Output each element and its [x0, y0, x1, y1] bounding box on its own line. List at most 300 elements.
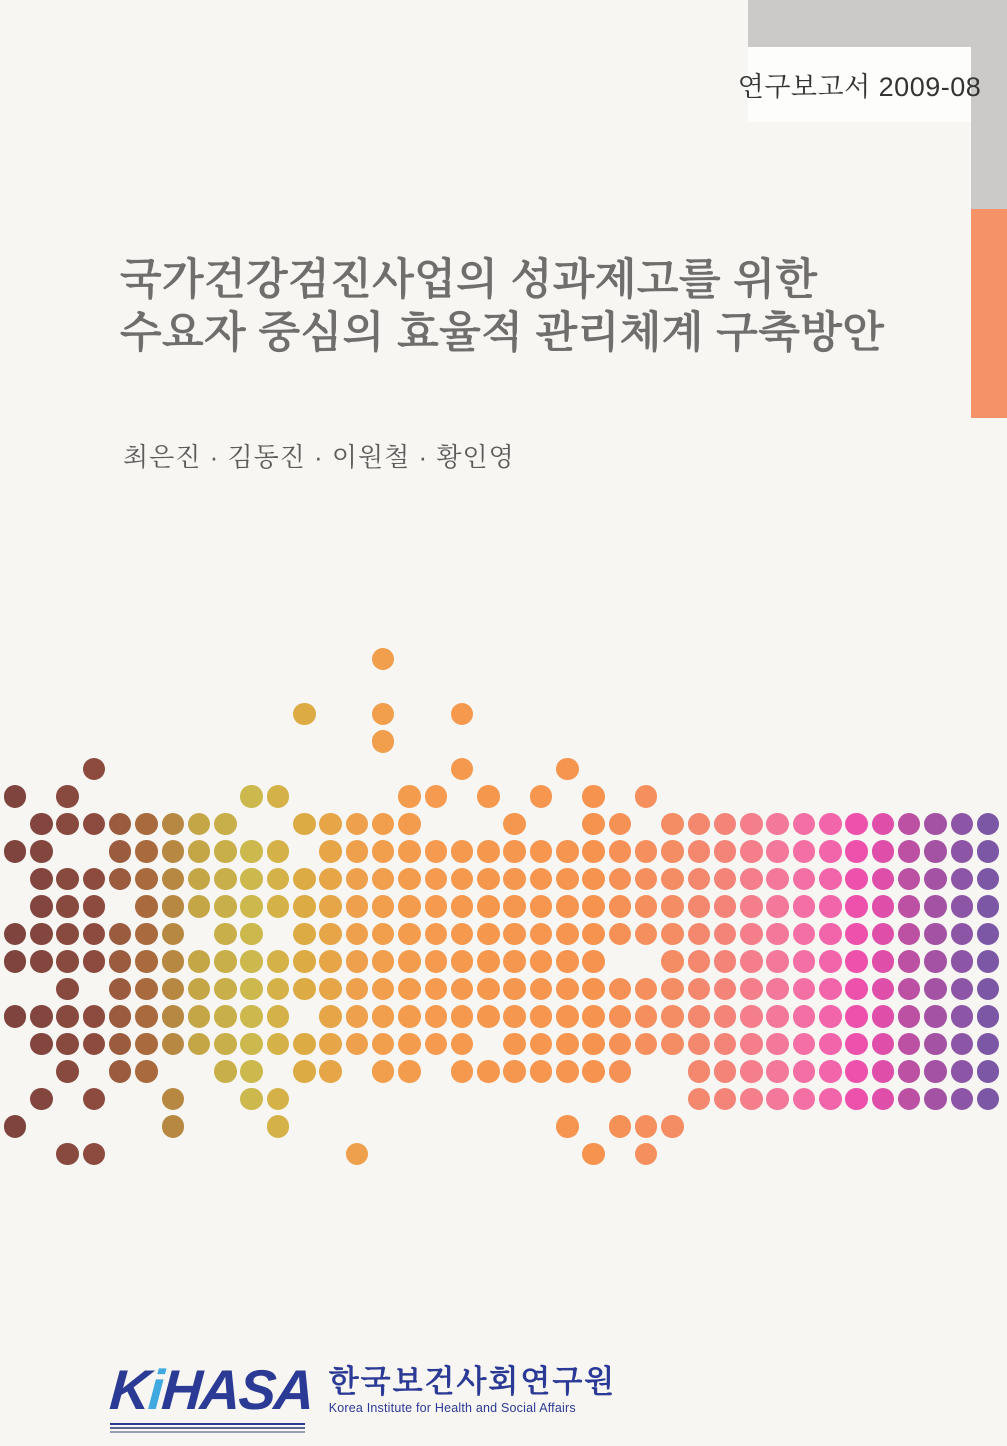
decorative-dot — [240, 950, 263, 973]
decorative-dot — [766, 840, 789, 863]
decorative-dot — [635, 785, 658, 808]
decorative-dot — [740, 813, 763, 836]
decorative-dot — [503, 840, 526, 863]
decorative-dot — [503, 868, 526, 891]
decorative-dot — [688, 840, 711, 863]
decorative-dot — [714, 840, 737, 863]
decorative-dot — [425, 923, 448, 946]
decorative-dot — [372, 950, 395, 973]
decorative-dot — [556, 1115, 579, 1138]
decorative-dot — [766, 950, 789, 973]
decorative-dot — [451, 1033, 474, 1056]
decorative-dot — [951, 868, 974, 891]
decorative-dot — [924, 1060, 947, 1083]
decorative-dot — [214, 950, 237, 973]
decorative-dot — [240, 978, 263, 1001]
decorative-dot — [372, 813, 395, 836]
decorative-dot — [109, 868, 132, 891]
decorative-dot — [530, 923, 553, 946]
decorative-dot — [872, 1005, 895, 1028]
decorative-dot — [425, 1033, 448, 1056]
kihasa-wordmark — [107, 1358, 315, 1433]
decorative-dot — [4, 950, 27, 973]
decorative-dot — [135, 923, 158, 946]
decorative-dot — [714, 1005, 737, 1028]
decorative-dot — [661, 1115, 684, 1138]
decorative-dot — [872, 895, 895, 918]
decorative-dot — [819, 978, 842, 1001]
decorative-dot — [635, 1143, 658, 1166]
decorative-dot — [977, 1005, 1000, 1028]
decorative-dot — [503, 1060, 526, 1083]
decorative-dot — [951, 950, 974, 973]
decorative-dot — [56, 1005, 79, 1028]
decorative-dot — [4, 923, 27, 946]
decorative-dot — [688, 1033, 711, 1056]
decorative-dot — [661, 1005, 684, 1028]
decorative-dot — [372, 868, 395, 891]
decorative-dot — [872, 1060, 895, 1083]
decorative-dot — [898, 978, 921, 1001]
cover-title-line2: 수요자 중심의 효율적 관리체계 구축방안 — [120, 309, 885, 357]
decorative-dot — [372, 703, 395, 726]
decorative-dot — [872, 1033, 895, 1056]
decorative-dot — [293, 978, 316, 1001]
decorative-dot — [83, 923, 106, 946]
decorative-dot — [977, 813, 1000, 836]
decorative-dot — [162, 950, 185, 973]
decorative-dot — [872, 1088, 895, 1111]
top-gray-band — [748, 0, 1007, 47]
decorative-dot — [477, 923, 500, 946]
decorative-dot — [898, 1088, 921, 1111]
decorative-dot — [951, 895, 974, 918]
decorative-dot — [346, 868, 369, 891]
decorative-dot — [609, 1060, 632, 1083]
decorative-dot — [83, 813, 106, 836]
decorative-dot — [83, 758, 106, 781]
decorative-dot — [4, 1005, 27, 1028]
decorative-dot — [819, 1060, 842, 1083]
decorative-dot — [845, 895, 868, 918]
decorative-dot — [240, 868, 263, 891]
decorative-dot — [845, 950, 868, 973]
decorative-dot — [503, 813, 526, 836]
decorative-dot — [109, 840, 132, 863]
decorative-dot — [319, 1060, 342, 1083]
decorative-dot — [425, 1005, 448, 1028]
decorative-dot — [977, 1033, 1000, 1056]
decorative-dot — [609, 840, 632, 863]
decorative-dot — [162, 1088, 185, 1111]
decorative-dot — [188, 895, 211, 918]
decorative-dot — [214, 1060, 237, 1083]
kihasa-letters-hasa: HASA — [159, 1358, 315, 1421]
decorative-dot — [793, 1033, 816, 1056]
decorative-dot — [109, 923, 132, 946]
decorative-dot — [451, 895, 474, 918]
decorative-dot — [83, 1005, 106, 1028]
decorative-dot — [214, 1005, 237, 1028]
decorative-dot — [451, 950, 474, 973]
decorative-dot — [530, 1060, 553, 1083]
decorative-dot — [872, 950, 895, 973]
decorative-dot — [346, 1143, 369, 1166]
decorative-dot — [240, 1033, 263, 1056]
decorative-dot — [56, 895, 79, 918]
decorative-dot — [319, 868, 342, 891]
decorative-dot — [556, 868, 579, 891]
decorative-dot — [319, 1005, 342, 1028]
decorative-dot — [845, 1060, 868, 1083]
decorative-dot — [845, 978, 868, 1001]
decorative-dot — [293, 923, 316, 946]
decorative-dot — [740, 895, 763, 918]
decorative-dot — [451, 1005, 474, 1028]
decorative-dot — [135, 1060, 158, 1083]
decorative-dot — [556, 758, 579, 781]
decorative-dot — [819, 1033, 842, 1056]
report-number-box — [737, 47, 982, 122]
decorative-dot — [688, 813, 711, 836]
decorative-dot — [556, 1060, 579, 1083]
decorative-dot — [162, 895, 185, 918]
decorative-dot — [83, 868, 106, 891]
decorative-dot — [346, 1033, 369, 1056]
decorative-dot — [793, 868, 816, 891]
kihasa-logo — [107, 1358, 617, 1433]
authors-line: 최은진 · 김동진 · 이원철 · 황인영 — [123, 442, 515, 472]
decorative-dot — [898, 950, 921, 973]
decorative-dot — [714, 950, 737, 973]
orange-accent-bar — [971, 209, 1007, 418]
decorative-dot — [188, 813, 211, 836]
decorative-dot — [793, 840, 816, 863]
decorative-dot — [425, 840, 448, 863]
decorative-dot — [398, 868, 421, 891]
decorative-dot — [398, 895, 421, 918]
decorative-dot — [30, 1005, 53, 1028]
decorative-dot — [845, 923, 868, 946]
decorative-dot — [977, 868, 1000, 891]
decorative-dot — [425, 895, 448, 918]
decorative-dot — [661, 978, 684, 1001]
decorative-dot — [293, 868, 316, 891]
decorative-dot — [240, 785, 263, 808]
decorative-dot — [582, 1060, 605, 1083]
decorative-dot — [83, 1088, 106, 1111]
decorative-dot — [977, 923, 1000, 946]
decorative-dot — [451, 758, 474, 781]
decorative-dot — [30, 1088, 53, 1111]
decorative-dot — [56, 923, 79, 946]
decorative-dot — [398, 840, 421, 863]
decorative-dot — [609, 868, 632, 891]
decorative-dot — [714, 895, 737, 918]
decorative-dot — [267, 895, 290, 918]
decorative-dot — [372, 923, 395, 946]
decorative-dot — [214, 923, 237, 946]
decorative-dot — [898, 840, 921, 863]
decorative-dot — [372, 1060, 395, 1083]
decorative-dot — [425, 978, 448, 1001]
decorative-dot — [793, 813, 816, 836]
decorative-dot — [951, 840, 974, 863]
decorative-dot — [661, 868, 684, 891]
decorative-dot — [819, 1005, 842, 1028]
decorative-dot — [766, 1033, 789, 1056]
decorative-dot — [372, 840, 395, 863]
decorative-dot — [582, 1005, 605, 1028]
decorative-dot — [530, 785, 553, 808]
decorative-dot — [30, 950, 53, 973]
kihasa-acronym — [107, 1358, 315, 1421]
decorative-dot — [346, 978, 369, 1001]
decorative-dot — [451, 840, 474, 863]
decorative-dot — [951, 1060, 974, 1083]
decorative-dot — [30, 895, 53, 918]
decorative-dot — [924, 895, 947, 918]
decorative-dot — [240, 840, 263, 863]
decorative-dot — [240, 1088, 263, 1111]
decorative-dot — [109, 950, 132, 973]
decorative-dot — [556, 950, 579, 973]
decorative-dot — [924, 1088, 947, 1111]
decorative-dot — [845, 868, 868, 891]
decorative-dot — [477, 868, 500, 891]
decorative-dot — [503, 1033, 526, 1056]
decorative-dot — [451, 923, 474, 946]
decorative-dot — [582, 1143, 605, 1166]
decorative-dot — [688, 868, 711, 891]
decorative-dot — [267, 1115, 290, 1138]
decorative-dot — [819, 1088, 842, 1111]
decorative-dot — [845, 1033, 868, 1056]
decorative-dot — [688, 1005, 711, 1028]
decorative-dot — [109, 1060, 132, 1083]
decorative-dot — [688, 895, 711, 918]
decorative-dot — [872, 978, 895, 1001]
decorative-dot — [214, 813, 237, 836]
decorative-dot — [793, 923, 816, 946]
decorative-dot — [819, 813, 842, 836]
decorative-dot — [924, 813, 947, 836]
decorative-dot — [924, 840, 947, 863]
decorative-dot — [609, 1033, 632, 1056]
decorative-dot — [819, 840, 842, 863]
decorative-dot — [162, 923, 185, 946]
decorative-dot — [319, 840, 342, 863]
decorative-dot — [872, 840, 895, 863]
decorative-dot — [398, 785, 421, 808]
decorative-dot — [83, 950, 106, 973]
kihasa-letter-k: K — [107, 1358, 151, 1421]
decorative-dot — [556, 895, 579, 918]
decorative-dot — [530, 950, 553, 973]
decorative-dot — [214, 1033, 237, 1056]
cover-title — [120, 254, 940, 360]
decorative-dot — [372, 1033, 395, 1056]
decorative-dot — [635, 1115, 658, 1138]
decorative-dot — [346, 923, 369, 946]
decorative-dot — [582, 895, 605, 918]
decorative-dot — [635, 978, 658, 1001]
decorative-dot — [162, 978, 185, 1001]
decorative-dot — [30, 840, 53, 863]
decorative-dot — [135, 813, 158, 836]
decorative-dot — [477, 895, 500, 918]
decorative-dot — [30, 868, 53, 891]
decorative-dot — [793, 1005, 816, 1028]
decorative-dot — [267, 1033, 290, 1056]
decorative-dot — [398, 1005, 421, 1028]
decorative-dot — [714, 813, 737, 836]
decorative-dot — [83, 895, 106, 918]
decorative-dot — [56, 813, 79, 836]
decorative-dot — [451, 868, 474, 891]
decorative-dot — [924, 1033, 947, 1056]
decorative-dot — [819, 950, 842, 973]
decorative-dot — [83, 1033, 106, 1056]
decorative-dot — [582, 950, 605, 973]
decorative-dot — [56, 1060, 79, 1083]
decorative-dot — [582, 923, 605, 946]
right-gray-column — [971, 0, 1007, 209]
decorative-dot — [503, 923, 526, 946]
decorative-dot — [4, 1115, 27, 1138]
decorative-dot — [530, 1033, 553, 1056]
decorative-dot — [293, 895, 316, 918]
decorative-dot — [135, 840, 158, 863]
decorative-dot — [56, 868, 79, 891]
decorative-dot — [503, 950, 526, 973]
decorative-dot — [609, 813, 632, 836]
decorative-dot — [661, 813, 684, 836]
decorative-dot — [635, 840, 658, 863]
decorative-dot — [451, 978, 474, 1001]
decorative-dot — [582, 840, 605, 863]
decorative-dot — [661, 950, 684, 973]
decorative-dot — [740, 1005, 763, 1028]
decorative-dot — [267, 978, 290, 1001]
decorative-dot — [30, 813, 53, 836]
decorative-dot — [898, 1033, 921, 1056]
decorative-dot — [793, 1060, 816, 1083]
decorative-dot — [582, 1033, 605, 1056]
decorative-dot — [188, 978, 211, 1001]
decorative-dot — [898, 895, 921, 918]
decorative-dot — [267, 868, 290, 891]
decorative-dot — [924, 923, 947, 946]
decorative-dot — [530, 978, 553, 1001]
decorative-dot — [30, 1033, 53, 1056]
decorative-dot — [530, 840, 553, 863]
decorative-dot — [240, 923, 263, 946]
institute-name-english: Korea Institute for Health and Social Affairs — [328, 1400, 576, 1415]
decorative-dot — [635, 923, 658, 946]
decorative-dot — [56, 978, 79, 1001]
decorative-dot — [346, 950, 369, 973]
decorative-dot — [398, 950, 421, 973]
decorative-dot — [740, 923, 763, 946]
decorative-dot — [951, 978, 974, 1001]
decorative-dot — [4, 785, 27, 808]
decorative-dot — [240, 1060, 263, 1083]
decorative-dot — [845, 813, 868, 836]
decorative-dot — [609, 1005, 632, 1028]
decorative-dot — [56, 1143, 79, 1166]
decorative-dot — [451, 1060, 474, 1083]
decorative-dot — [793, 1088, 816, 1111]
decorative-dot — [556, 1005, 579, 1028]
decorative-dot — [872, 813, 895, 836]
decorative-dot — [425, 785, 448, 808]
decorative-dot — [477, 950, 500, 973]
decorative-dot — [451, 703, 474, 726]
decorative-dot — [56, 950, 79, 973]
decorative-dot — [766, 1005, 789, 1028]
decorative-dot — [766, 895, 789, 918]
decorative-dot — [556, 840, 579, 863]
decorative-dot — [582, 978, 605, 1001]
decorative-dot — [556, 923, 579, 946]
decorative-dot — [398, 1060, 421, 1083]
decorative-dot — [793, 895, 816, 918]
decorative-dot — [609, 923, 632, 946]
decorative-dot — [688, 1088, 711, 1111]
decorative-dot — [293, 1060, 316, 1083]
decorative-dot — [293, 950, 316, 973]
decorative-dot — [346, 895, 369, 918]
decorative-dot — [819, 868, 842, 891]
decorative-dot — [635, 1005, 658, 1028]
decorative-dot — [766, 868, 789, 891]
decorative-dot — [688, 923, 711, 946]
decorative-dot — [845, 1005, 868, 1028]
decorative-dot — [766, 978, 789, 1001]
decorative-dot — [740, 840, 763, 863]
decorative-dot — [661, 840, 684, 863]
decorative-dot — [766, 813, 789, 836]
decorative-dot — [609, 978, 632, 1001]
decorative-dot — [267, 950, 290, 973]
decorative-dot — [503, 978, 526, 1001]
decorative-dot — [398, 923, 421, 946]
decorative-dot — [162, 1005, 185, 1028]
decorative-dot — [372, 730, 395, 753]
decorative-dot — [688, 1060, 711, 1083]
decorative-dot — [162, 840, 185, 863]
decorative-dot — [83, 1143, 106, 1166]
decorative-dot — [740, 978, 763, 1001]
decorative-dot — [346, 1005, 369, 1028]
decorative-dot — [688, 978, 711, 1001]
decorative-dot — [293, 703, 316, 726]
decorative-dot — [714, 1060, 737, 1083]
decorative-dot — [714, 1088, 737, 1111]
decorative-dot — [293, 1033, 316, 1056]
decorative-dot — [688, 950, 711, 973]
decorative-dot — [530, 1005, 553, 1028]
decorative-dot — [609, 895, 632, 918]
decorative-dot — [319, 895, 342, 918]
decorative-dot — [714, 868, 737, 891]
decorative-dot — [766, 923, 789, 946]
kihasa-underline-rules — [110, 1421, 305, 1433]
decorative-dot — [714, 1033, 737, 1056]
decorative-dot — [109, 813, 132, 836]
decorative-dot — [162, 813, 185, 836]
